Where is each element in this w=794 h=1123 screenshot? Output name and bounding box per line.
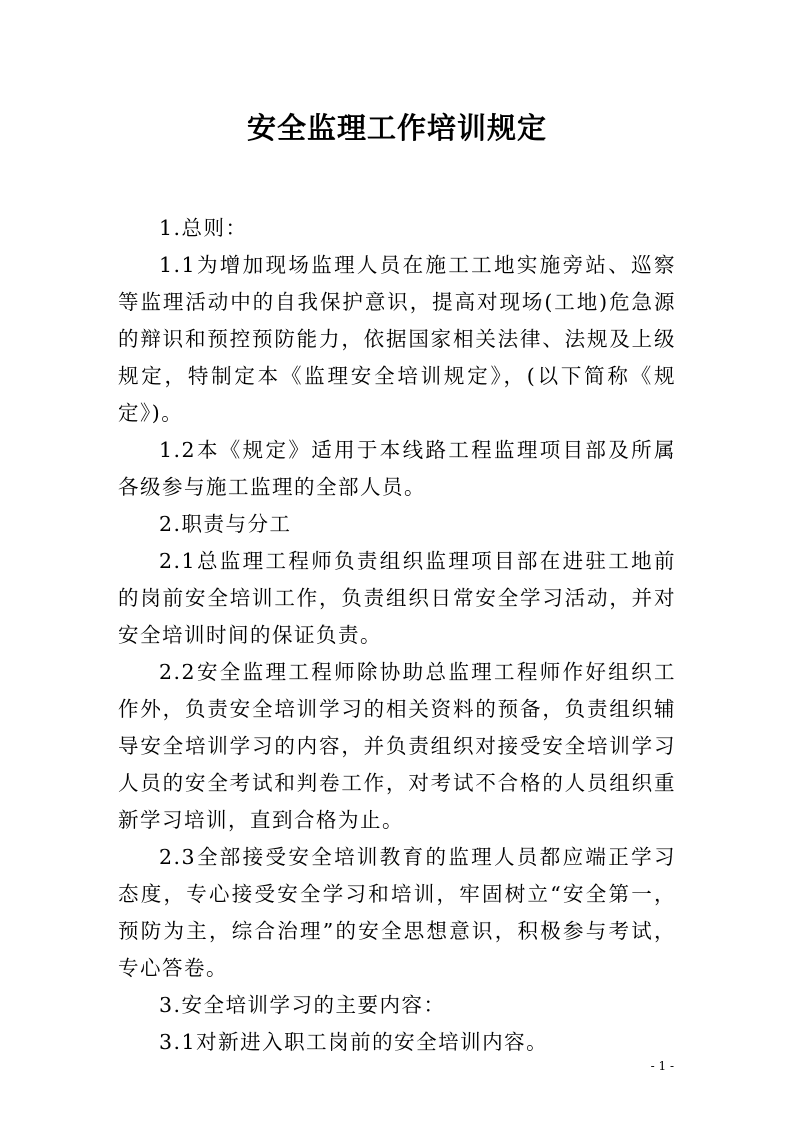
paragraph-3-1: 3.1对新进入职工岗前的安全培训内容。 [159,1030,549,1054]
document-title: 安全监理工作培训规定 [246,111,547,145]
paragraph-1-1: 1.1为增加现场监理人员在施工工地实施旁站、巡察等监理活动中的自我保护意识，提高对现场(工地)危急源的辩识和预控预防能力，依据国家相关法律、法规及上级规定，特制定本《监理安全培训规定》，(以下简称《规定》)。 [118,253,676,425]
page-number: - 1 - [650,1059,674,1073]
document-body [118,210,676,1061]
section-heading-general: 1.总则： [159,216,248,240]
section-heading-duties: 2.职责与分工 [159,512,292,536]
paragraph-2-3: 2.3全部接受安全培训教育的监理人员都应端正学习态度，专心接受安全学习和培训，牢固树立“安全第一，预防为主，综合治理”的安全思想意识，积极参与考试，专心答卷。 [118,845,676,980]
paragraph-1-2: 1.2本《规定》适用于本线路工程监理项目部及所属各级参与施工监理的全部人员。 [118,438,676,499]
section-heading-content: 3.安全培训学习的主要内容： [159,993,446,1017]
paragraph-2-1: 2.1总监理工程师负责组织监理项目部在进驻工地前的岗前安全培训工作，负责组织日常安全学习活动，并对安全培训时间的保证负责。 [118,549,676,647]
paragraph-2-2: 2.2安全监理工程师除协助总监理工程师作好组织工作外，负责安全培训学习的相关资料的预备，负责组织辅导安全培训学习的内容，并负责组织对接受安全培训学习人员的安全考试和判卷工作，对考试不合格的人员组织重新学习培训，直到合格为止。 [118,660,676,832]
